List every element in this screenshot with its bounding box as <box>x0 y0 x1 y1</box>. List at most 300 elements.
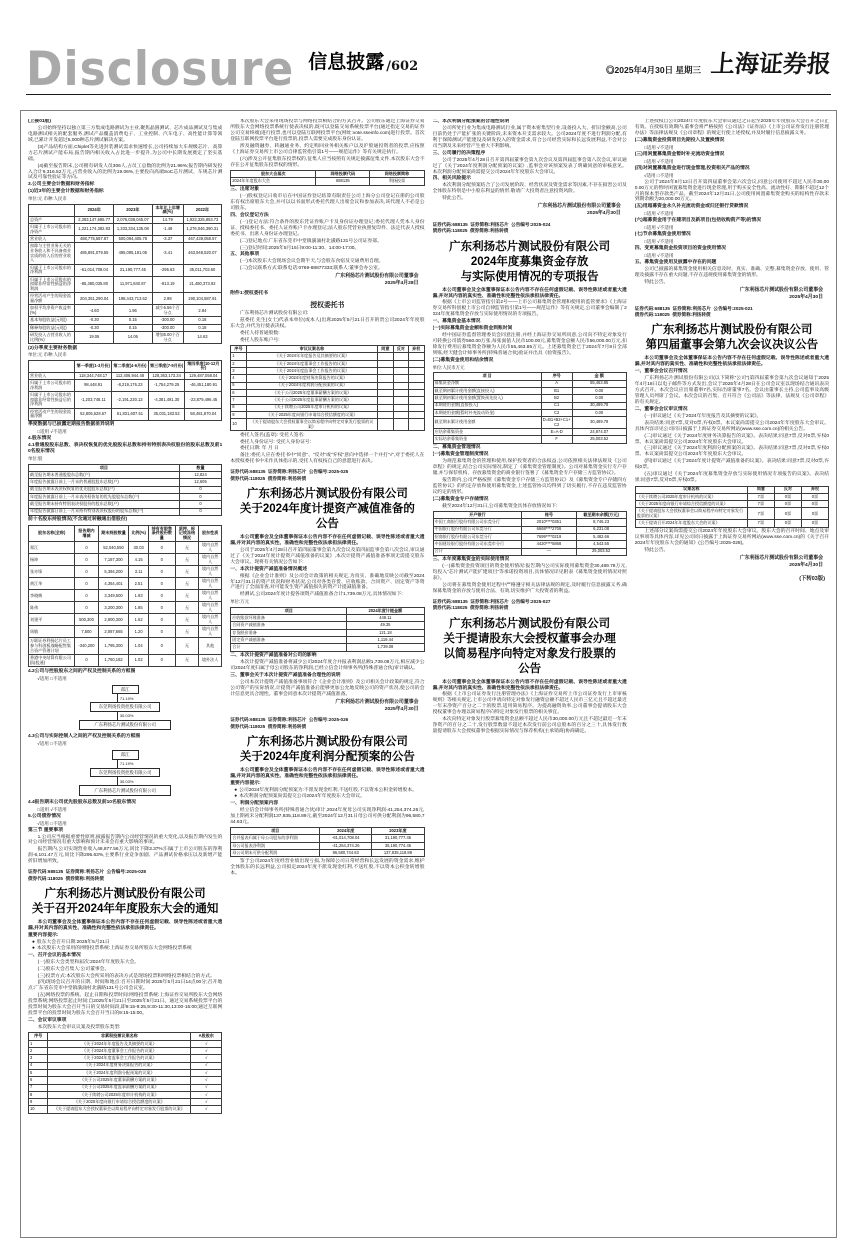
announcement-title-line: 2024年度募集资金存放 <box>470 255 589 268</box>
table-cell: 年度报告披露日前上一月末的普通股股东总数(户) <box>29 479 180 486</box>
table-row <box>231 411 424 418</box>
announcement-title-line: 公告 <box>518 662 542 675</box>
section-heading: 五、其他事项 <box>230 252 260 258</box>
section-heading: (2)分季度主要财务数据 <box>28 345 78 351</box>
table-cell: 招商银行股份有限公司东莞分行 <box>433 533 522 540</box>
table-cell: 190,104,587.91 <box>183 293 222 305</box>
table-cell: 58,481,870.04 <box>185 408 222 420</box>
table-cell: 截至报告期末表决权恢复的优先股股东总数(户) <box>29 486 180 493</box>
table-cell: 利扬投票 <box>370 178 424 185</box>
stock-code-line: 债券代码:118025 债券简称:利扬转债 <box>432 605 509 611</box>
section-heading: (七)节余募集资金使用情况 <box>634 232 691 238</box>
table-cell: √ <box>191 1091 222 1098</box>
table-cell: 2.84 <box>183 305 222 317</box>
table-cell: 2024年年度股东大会 <box>231 178 316 185</box>
table-cell: 0票 <box>801 493 828 500</box>
stock-code-line: 债券代码:118025 债券简称:利扬转债 <box>230 723 307 729</box>
section-heading: 三、本年度募集资金的实际使用情况 <box>432 557 510 563</box>
signature-name: 广东利扬芯片测试股份有限公司董事会 <box>739 556 823 561</box>
table-cell: 5,394,200 <box>98 566 129 578</box>
table-cell: 归属于上市公司股东的净利润 <box>29 264 75 276</box>
section-heading: (六)超募资金用于在建项目及新项目(包括收购资产等)的情况 <box>634 218 762 224</box>
table-row <box>29 590 222 602</box>
table-cell <box>393 360 408 367</box>
table-header-cell: 股东性质 <box>199 525 222 542</box>
table-cell: 3 <box>231 368 246 375</box>
table-header-row <box>29 360 222 372</box>
bullet-list <box>230 788 424 800</box>
table-row <box>29 614 222 626</box>
section-heading: 四、变更募集资金投资项目的资金使用情况 <box>634 246 726 252</box>
table-cell: 无 <box>175 614 198 626</box>
data-table <box>230 345 424 431</box>
signature-block <box>230 700 418 714</box>
signature-name: 广东利扬芯片测试股份有限公司董事会 <box>335 274 419 280</box>
body-paragraph: 委托人股东帐户号: <box>239 337 280 343</box>
table-cell: 2010****0351 <box>522 519 576 526</box>
table-cell <box>393 419 408 431</box>
table-cell: 25,003.52 <box>572 436 626 443</box>
announcement-title-line: 关于召开2024年年度股东大会的通知 <box>31 903 219 915</box>
data-table <box>230 170 424 186</box>
table-cell: 6668****2706 <box>522 526 576 533</box>
bullet-text: 本次股东大会采用的网络投票系统:上海证券交易所股东大会网络投票系统 <box>36 945 192 951</box>
table-cell: 《关于提请召开2024年年度股东大会的议案》 <box>635 520 747 527</box>
body-paragraph: (一)股东大会类型和届次:2024年年度股东大会。 <box>37 959 140 965</box>
data-table <box>28 525 222 667</box>
connector-line <box>117 712 118 720</box>
header-rule <box>26 94 831 95</box>
org-chart-connector <box>117 694 134 702</box>
table-cell: 2.51 <box>129 578 148 590</box>
table-header-cell: 2024年 <box>75 204 114 216</box>
table-cell: 中国工商银行股份有限公司东莞分行 <box>433 519 522 526</box>
body-paragraph: (二)股东大会召集人:公司董事会。 <box>37 966 110 972</box>
table-row <box>231 622 424 629</box>
table-cell: 129,487,058.04 <box>185 372 222 379</box>
disclaimer-paragraph: 本公司董事会及全体董事保证本公告内容不存在任何虚假记载、误导性陈述或者重大遗漏,并对其内容的真实性、准确性和完整性依法承担法律责任。 <box>230 768 425 780</box>
table-cell: 5 <box>231 382 246 389</box>
table-cell: 4 <box>29 1062 48 1069</box>
table-header-cell: 第四季度(10-12月份) <box>185 360 222 372</box>
bullet-text: 股东大会召开日期:2025年5月21日 <box>36 939 110 945</box>
body-paragraph: 特此公告。 <box>442 196 467 202</box>
signature-name: 广东利扬芯片测试股份有限公司董事会 <box>537 204 621 210</box>
body-paragraph: 根据《上市公司监管指引第2号——上市公司募集资金管理和使用的监管要求》《上海证券交易所科创板上市公司自律监管指引第1号——规范运作》等有关规定,公司董事会编制了2024年度募集资金存放与实际使用情况的专项报告。 <box>432 300 627 318</box>
table-cell: 1.93 <box>129 590 148 602</box>
table-header-cell: 金 额 <box>572 373 626 380</box>
table-cell: 境外法人 <box>199 655 222 667</box>
table-cell <box>378 404 393 411</box>
table-cell <box>409 368 424 375</box>
bullet-text: 公司2024年度利润分配预案为:不派发现金红利,不送红股,不以资本公积金转增股本。 <box>239 787 417 793</box>
body-paragraph: 根据《企业会计准则》及公司会计政策的相关规定,为真实、准确地反映公司截至2024年12月31日的资产状况和财务状况,公司对各类存货、应收账款、合同资产、固定资产等资产进行了全面清查,对可能发生资产减值损失的资产计提减值准备。 <box>230 573 425 591</box>
table-header-cell: 网络投票代码 <box>316 171 370 178</box>
table-cell <box>409 375 424 382</box>
table-row <box>231 629 424 636</box>
table-cell: 198,443,713.62 <box>114 293 153 305</box>
table-row <box>29 264 222 276</box>
announcement-title <box>28 887 222 917</box>
table-cell <box>393 411 408 418</box>
table-row <box>231 353 424 360</box>
body-paragraph: (四)现场会议召开的日期、时间和地点:召开日期时间:2025年5月21日14点00分;召开地点:广东省东莞市中堂镇潢涌村北潢路131号公司会议室。 <box>28 980 223 992</box>
org-chart-box: 广东利扬芯片测试股份有限公司 <box>79 785 170 795</box>
table-cell: 《关于提请股东大会授权董事会以简易程序向特定对象发行股票的议案》 <box>635 508 747 520</box>
body-paragraph: 经中国证券监督管理委员会同意注册,并经上海证券交易所同意,公司向不特定对象发行可转换公司债券560.00万张,每张面值人民币100.00元,募集资金总额人民币56,000.00万元,扣除发行费用后募集资金净额为人民币55,463.85万元。上述募集资金已于2024年7月8日全部到账,经天健会计师事务所(特殊普通合伙)验证并出具《验资报告》。 <box>432 333 627 356</box>
table-cell <box>378 382 393 389</box>
bullet-text: 本次利润分配预案尚需提交公司2024年年度股东大会审议。 <box>239 793 365 799</box>
table-cell: 中国建设银行股份有限公司东莞市分行 <box>433 541 522 548</box>
table-row <box>29 224 222 236</box>
table-header-cell: 序号 <box>231 346 246 353</box>
announcement-title-line: 关于2024年度利润分配预案的公告 <box>239 751 415 764</box>
table-cell: -23,879,496.45 <box>185 392 222 409</box>
table-cell: 年度报告披露日前上一月末表决权恢复的优先股股东总数(户) <box>29 493 180 500</box>
table-cell: 应收账款坏账准备 <box>231 615 347 622</box>
table-row <box>433 533 626 540</box>
table-row <box>29 380 222 392</box>
table-cell: 31,190,777.45 <box>114 264 153 276</box>
table-cell: 12,824 <box>179 472 222 479</box>
body-paragraph: 上述部分议案尚需提交公司2024年年度股东大会审议。股东大会的召开时间、地点及审议事项等具体内容,详见公司同日披露于上海证券交易所网站(www.sse.com.cn)的《关于召开2024年年度股东大会的通知》(公告编号:2025-028)。 <box>634 529 829 547</box>
table-cell: 6,231.08 <box>576 526 626 533</box>
stock-code-block <box>433 222 627 235</box>
announcement-title-line: 公告 <box>315 518 339 530</box>
table-cell: 《关于2024年度财务决算报告的议案》 <box>48 1062 191 1069</box>
table-cell: 10 <box>29 1106 48 1113</box>
table-cell: 营业收入 <box>29 372 75 379</box>
table-cell: 《关于公司2025年度监事薪酬方案的议案》 <box>246 397 377 404</box>
table-row <box>29 472 222 479</box>
section-heading: 二、会议审议事项 <box>28 1018 67 1024</box>
checkbox-line: □适用 √不适用 <box>643 225 674 231</box>
table-cell: 0 <box>148 626 175 638</box>
table-cell: 49.35 <box>347 622 424 629</box>
body-paragraph: 1.公司应当根据重要性原则,披露报告期内公司经营情况的重大变化,以及报告期内发生的对公司经营情况有重大影响和预计未来会有重大影响的事项。 <box>28 834 223 846</box>
table-cell: 应结余募集资金 <box>433 429 541 436</box>
table-header-row <box>29 204 222 216</box>
table-cell: 3 <box>29 1055 48 1062</box>
center-heading: 授权委托书 <box>310 301 345 309</box>
table-row <box>231 835 424 842</box>
body-paragraph: 经测试,公司2024年度计提各项资产减值准备合计1,739.08万元,具体情况如下: <box>239 592 403 598</box>
table-header-cell: 质押、标记或冻结情况 <box>175 525 198 542</box>
table-cell <box>378 419 393 431</box>
table-cell: 0.15 <box>114 317 153 324</box>
table-cell: 境内自然人 <box>199 626 222 638</box>
table-row <box>29 1106 222 1113</box>
table-cell: C1 <box>541 402 572 409</box>
body-paragraph: 根据《上市公司证券发行注册管理办法》《上海证券交易所上市公司证券发行上市审核规则》等相关规定,上市公司申请向特定对象发行融资总额不超过人民币三亿元且不超过最近一年末净资产百分之二十的股票,适用简易程序。为提高融资效率,公司董事会提请股东大会授权董事会办理以简易程序向特定对象发行股票的相关事宜。 <box>432 692 627 716</box>
table-cell: 《关于公司2025年度监事薪酬方案的议案》 <box>48 1084 191 1091</box>
table-cell: 境内自然人 <box>199 554 222 566</box>
table-cell: 8,746.23 <box>576 519 626 526</box>
table-cell: 经营活动产生的现金流量净额 <box>29 408 75 420</box>
table-cell: 《关于2024年度董事会工作报告的议案》 <box>246 360 377 367</box>
table-cell: 2,800,300 <box>98 614 129 626</box>
table-cell: 2 <box>231 360 246 367</box>
table-cell: 463,948,520.07 <box>183 243 222 264</box>
table-cell: 2,383,147,695.77 <box>75 216 114 223</box>
table-row <box>433 429 626 436</box>
table-header-cell: 项目 <box>231 828 320 835</box>
section-heading: 第三节 重要事项 <box>28 827 63 833</box>
table-cell: 归属于上市公司股东的扣除非经常性损益后的净利润 <box>29 392 75 409</box>
signature-block <box>230 274 418 288</box>
table-header-cell: 2023年 <box>114 204 153 216</box>
section-heading: (三)用闲置募集资金暂时补充流动资金情况 <box>634 151 725 157</box>
stock-code-block <box>230 469 424 482</box>
data-table <box>28 1032 222 1113</box>
table-cell: 0票 <box>774 493 801 500</box>
checkbox-line: □适用 √不适用 <box>37 806 67 812</box>
table-cell: 1,321,174,382.83 <box>75 224 114 236</box>
table-cell: 其他 <box>199 638 222 655</box>
signature-date: 2025年4月28日 <box>384 281 419 287</box>
table-header-cell: 第三季度(7-9月份) <box>148 360 185 372</box>
body-paragraph: 报告期内,公司实现营业收入48,877.56万元,同比下降3.37%;归属于上市公司股东的净利润-6,101.47万元,同比下降295.63%,主要系行业竞争加剧、产品测试价格承压以及新增产能折旧增加所致。 <box>28 847 223 865</box>
table-cell: F <box>541 436 572 443</box>
table-cell: 1.20 <box>129 626 148 638</box>
table-header-cell: 议案名称 <box>635 486 747 493</box>
announcement-title-line: 广东利扬芯片测试股份有限公司 <box>44 888 206 901</box>
table-cell: 《关于2025年度向银行申请综合授信额度的议案》 <box>48 1099 191 1106</box>
table-cell: 境内自然人 <box>199 602 222 614</box>
body-paragraph: 本次计提资产减值准备将减少公司2024年度合并报表利润总额1,739.08万元,相应减少公司2024年度归属于母公司股东的净利润,已经立信会计师事务所(特殊普通合伙)审计确认。 <box>230 660 425 671</box>
stock-code-block <box>635 306 829 319</box>
table-cell: 52,040,550 <box>98 542 129 554</box>
table-cell: 0.00 <box>572 387 626 394</box>
table-row <box>29 501 222 508</box>
table-cell: 0 <box>148 566 175 578</box>
table-cell: 增加5.00个百分点 <box>152 332 183 344</box>
disclaimer-paragraph: 本公司董事会及全体董事保证本公告内容不存在任何虚假记载、误导性陈述或者重大遗漏,并对其内容的真实性、准确性和完整性依法承担法律责任。 <box>432 679 627 691</box>
table-row <box>231 419 424 431</box>
announcement-title-line: 广东利扬芯片测试股份有限公司 <box>246 736 408 749</box>
table-cell: 截至期初累计使用金额(直接投入) <box>433 387 541 394</box>
table-cell: 9 <box>231 411 246 418</box>
section-heading: (上接01版) <box>28 119 51 124</box>
body-paragraph: 公司已披露的募集资金使用相关信息及时、真实、准确、完整,募集资金存放、使用、管理及披露不存在重大问题,不存在违规使用募集资金的情形。 <box>634 267 829 278</box>
table-cell <box>378 397 393 404</box>
announcement-title-line: 关于提请股东大会授权董事会办理 <box>443 632 616 645</box>
announcement-title-line: 与实际使用情况的专项报告 <box>460 270 599 283</box>
table-cell: 488,775,587.87 <box>75 236 114 243</box>
table-header-row <box>433 373 626 380</box>
data-table <box>635 486 829 528</box>
table-cell <box>378 353 393 360</box>
section-heading: 重要内容提示: <box>230 780 261 786</box>
section-heading: 一、募集资金基本情况 <box>432 319 481 325</box>
table-row <box>29 1077 222 1084</box>
table-cell: 减少6.56个百分点 <box>152 305 183 317</box>
table-header-row <box>635 486 828 493</box>
table-header-cell: 第二季度(4-6月份) <box>112 360 149 372</box>
body-paragraph: 表决结果:同意7票,反对0票,弃权0票。本议案尚需提交公司2024年年度股东大会审议。具体内容详见公司同日披露于上海证券交易所网站(www.sse.com.cn)的相关公告。 <box>634 420 829 432</box>
body-paragraph: 委托人身份证号: 受托人身份证号: <box>239 439 311 445</box>
announcement-title-line: 广东利扬芯片测试股份有限公司 <box>449 617 611 630</box>
table-cell: 51,831,607.51 <box>112 408 149 420</box>
table-cell: 0 <box>75 566 98 578</box>
table-cell: 52,805,628.67 <box>75 408 112 420</box>
table-cell: 0 <box>148 602 175 614</box>
checkbox-line: □适用 √不适用 <box>37 429 67 435</box>
table-cell: 无 <box>175 542 198 554</box>
table-cell: -340,200 <box>75 638 98 655</box>
table-cell: 0票 <box>801 501 828 508</box>
table-cell: 《关于2024年年度报告及其摘要的议案》 <box>48 1040 191 1047</box>
table-cell: 张亦锋 <box>29 566 75 578</box>
disclaimer-paragraph: 本公司董事会及全体董事保证本公告内容不存在任何虚假记载、误导性陈述或者重大遗漏,并对其内容的真实性、准确性和完整性依法承担法律责任。 <box>634 356 829 368</box>
table-cell: 境内自然人 <box>199 590 222 602</box>
data-table <box>433 372 627 443</box>
table-cell: 7699****0219 <box>522 533 576 540</box>
checkbox-line: □适用 √不适用 <box>643 239 674 245</box>
table-cell: 《关于提请股东大会授权董事会以简易程序向特定对象发行股票的议案》 <box>246 419 377 431</box>
table-cell: 归属于上市公司股东的扣除非经常性损益的净利润 <box>29 276 75 293</box>
section-heading: 4.3公司与实际控制人之间的产权及控制关系的方框图 <box>28 734 141 740</box>
body-paragraph: 涉及融资融券、转融通业务、约定购回业务相关账户以及沪股通投资者的投票,应按照《上海证券交易所上市公司自律监管指引第1号——规范运作》等有关规定执行。 <box>230 143 425 155</box>
content-box <box>20 110 837 1238</box>
section-heading: 一、召开会议的基本情况 <box>28 952 81 958</box>
stock-code-line: 证券代码:688135 证券简称:利扬芯片 公告编号:2025-027 <box>432 598 551 604</box>
table-cell: 合同资产减值准备 <box>231 622 347 629</box>
table-header-cell: 弃权 <box>409 346 424 353</box>
table-header-cell: 开户银行 <box>433 512 522 519</box>
table-cell: 7 <box>29 1084 48 1091</box>
section-heading: 4.2公司与控股股东之间的产权及控制关系的方框图 <box>28 668 136 674</box>
table-cell: A <box>541 380 572 387</box>
table-cell: -61,014,708.04 <box>320 835 372 842</box>
table-header-row <box>29 464 222 471</box>
stock-code-line: 债券代码:118025 债券简称:利扬转债 <box>634 312 711 318</box>
body-paragraph: (二)审议通过《关于2024年度财务决算报告的议案》。表决结果:同意7票,反对0票,弃权0票。本议案尚需提交公司2024年年度股东大会审议。 <box>634 433 829 445</box>
table-cell: 0 <box>148 590 175 602</box>
table-cell <box>378 375 393 382</box>
table-cell: -3.41 <box>152 243 183 264</box>
data-table <box>28 204 222 344</box>
announcement-title-line: 关于2024年度计提资产减值准备的 <box>239 503 415 516</box>
table-cell: 无 <box>175 566 198 578</box>
table-cell <box>393 397 408 404</box>
table-header-cell: 序号 <box>29 1033 48 1040</box>
table-row <box>433 395 626 402</box>
body-paragraph: (三)审议通过《关于2024年度利润分配预案的议案》。表决结果:同意7票,反对0票,弃权0票。本议案尚需提交公司2024年年度股东大会审议。 <box>634 446 829 458</box>
table-row <box>29 332 222 344</box>
table-cell: 3.11 <box>129 566 148 578</box>
table-cell: 14.79 <box>152 216 183 223</box>
table-cell: 合计 <box>433 548 522 555</box>
table-header-cell: 项目 <box>231 607 347 614</box>
body-paragraph: (一)审议通过《关于2024年年度报告及其摘要的议案》。 <box>644 413 762 419</box>
table-cell: 0.00 <box>572 409 626 416</box>
table-cell: √ <box>191 1062 222 1069</box>
section-heading: (一)募集资金管理制度情况 <box>432 452 489 458</box>
table-cell: 24,974.07 <box>572 429 626 436</box>
table-row <box>231 360 424 367</box>
table-cell <box>378 360 393 367</box>
section-heading: 五、募集资金使用及披露中存在的问题 <box>634 260 717 266</box>
table-cell: 1.85 <box>129 602 148 614</box>
body-paragraph: (一)登记方法:符合条件的股东凭证券账户卡及身份证办理登记;委托代理人凭本人身份证、授权委托书、委托人证券账户卡办理登记;法人股东凭营业执照复印件、法定代表人授权委托书、出席人身份证办理登记。 <box>230 219 425 237</box>
page-jump-note: (下转03版) <box>799 575 825 582</box>
column-3 <box>433 119 627 1229</box>
table-cell: 0票 <box>774 508 801 520</box>
table-cell: 0 <box>148 554 175 566</box>
body-paragraph: 公司所处行业为集成电路测试行业,属于资本密集型行业,设备投入大、折旧金额高,公司目前仍处于产能扩张的关键阶段,未来资本开支需求较大。公司2024年度不进行利润分配,有利于保障测试产能建设及研发投入的资金需求,符合公司经营实际和长远发展利益,不会对公司当期及未来经营产生重大不利影响。 <box>432 125 627 149</box>
table-row <box>29 1091 222 1098</box>
table-cell: √ <box>191 1055 222 1062</box>
table-cell: 14.63 <box>183 332 222 344</box>
section-heading: (二)募集资金投资项目先期投入及置换情况 <box>634 137 725 143</box>
stock-code-line: 债券代码:118025 债券简称:利扬转债 <box>230 475 307 481</box>
body-paragraph: (一)募集资金投资项目的资金使用情况:报告期内公司实际使用募集资金30,489.78万元,均投入“芯片测试产能扩建项目”等承诺投资项目,具体情况详见附表《募集资金使用情况对照表》。 <box>432 564 627 582</box>
table-cell: 无 <box>175 626 198 638</box>
section-heading: 四、相关风险提示 <box>432 176 471 182</box>
section-heading: 三、董事会关于本次计提资产减值准备合理性的说明 <box>230 672 341 678</box>
checkbox-line: □适用 √不适用 <box>643 144 674 150</box>
header-right-group <box>606 49 833 90</box>
table-cell: 0票 <box>801 508 828 520</box>
table-cell: 1 <box>29 1040 48 1047</box>
table-cell: 《关于2025年度向银行申请综合授信额度的议案》 <box>635 501 747 508</box>
table-row <box>29 293 222 305</box>
stock-code-line: 证券代码:688135 证券简称:利扬芯片 公告编号:2025-024 <box>432 221 551 227</box>
table-cell: 《关于续聘公司2025年度审计机构的议案》 <box>48 1091 191 1098</box>
column-1 <box>28 119 222 1229</box>
table-cell <box>409 389 424 396</box>
table-cell: 归属于上市公司股东的净资产 <box>29 224 75 236</box>
section-heading: (一)实际募集资金金额和资金到账时间 <box>432 326 513 332</box>
section-heading: (四)对闲置募集资金进行现金管理,投资相关产品的情况 <box>634 165 750 171</box>
data-table <box>230 607 424 652</box>
table-cell <box>393 389 408 396</box>
body-paragraph: 广东利扬芯片测试股份有限公司(以下简称“公司”)第四届董事会第九次会议通知于2025年4月18日以电子邮件等方式发出,会议于2025年4月28日在公司会议室以现场结合通讯表决方式召开。本次会议应出席董事7名,实际出席董事7名。会议由董事长主持,公司监事及高级管理人员列席了会议。本次会议的召集、召开符合《公司法》等法律、法规及《公司章程》的有关规定。 <box>634 376 829 405</box>
table-header-row <box>231 346 424 353</box>
section-heading: 二、本次计提资产减值准备对公司的影响 <box>230 653 317 659</box>
table-row <box>231 637 424 644</box>
table-header-row <box>231 171 424 178</box>
table-row <box>29 1062 222 1069</box>
signature-name: 广东利扬芯片测试股份有限公司董事会 <box>739 287 823 293</box>
checkbox-line: √适用 □不适用 <box>37 675 67 681</box>
table-cell: √ <box>191 1077 222 1084</box>
table-cell: 7票 <box>747 520 774 527</box>
section-heading: 二、本次利润分配预案的合理性说明 <box>432 119 510 124</box>
bullet-icon: ● <box>234 793 238 799</box>
table-cell: 《关于2024年度利润分配预案的议案》 <box>48 1069 191 1076</box>
table-cell: √ <box>191 1040 222 1047</box>
bullet-item <box>230 794 424 800</box>
table-cell: 1,795,300 <box>98 638 129 655</box>
table-row <box>29 1048 222 1055</box>
table-cell: 10 <box>231 419 246 431</box>
table-cell: √ <box>191 1084 222 1091</box>
body-paragraph: (一)本次股东大会现场会议会期半天,与会股东食宿及交通费用自理。 <box>239 259 384 265</box>
table-row <box>29 317 222 324</box>
table-cell: 1,276,046,390.31 <box>183 224 222 236</box>
table-cell: 《关于提请股东大会授权董事会以简易程序向特定对象发行股票的议案》 <box>48 1106 191 1113</box>
table-cell: -46,451,180.91 <box>185 380 222 392</box>
table-header-cell: 反对 <box>774 486 801 493</box>
announcement-title-line: 广东利扬芯片测试股份有限公司 <box>246 488 408 501</box>
body-paragraph: 截至2024年12月31日,公司募集资金具体存放情况如下: <box>442 503 558 509</box>
table-cell: 0.00 <box>572 395 626 402</box>
table-cell: 归属于上市公司股东的净利润 <box>29 380 75 392</box>
table-row <box>231 644 424 651</box>
table-row <box>433 409 626 416</box>
